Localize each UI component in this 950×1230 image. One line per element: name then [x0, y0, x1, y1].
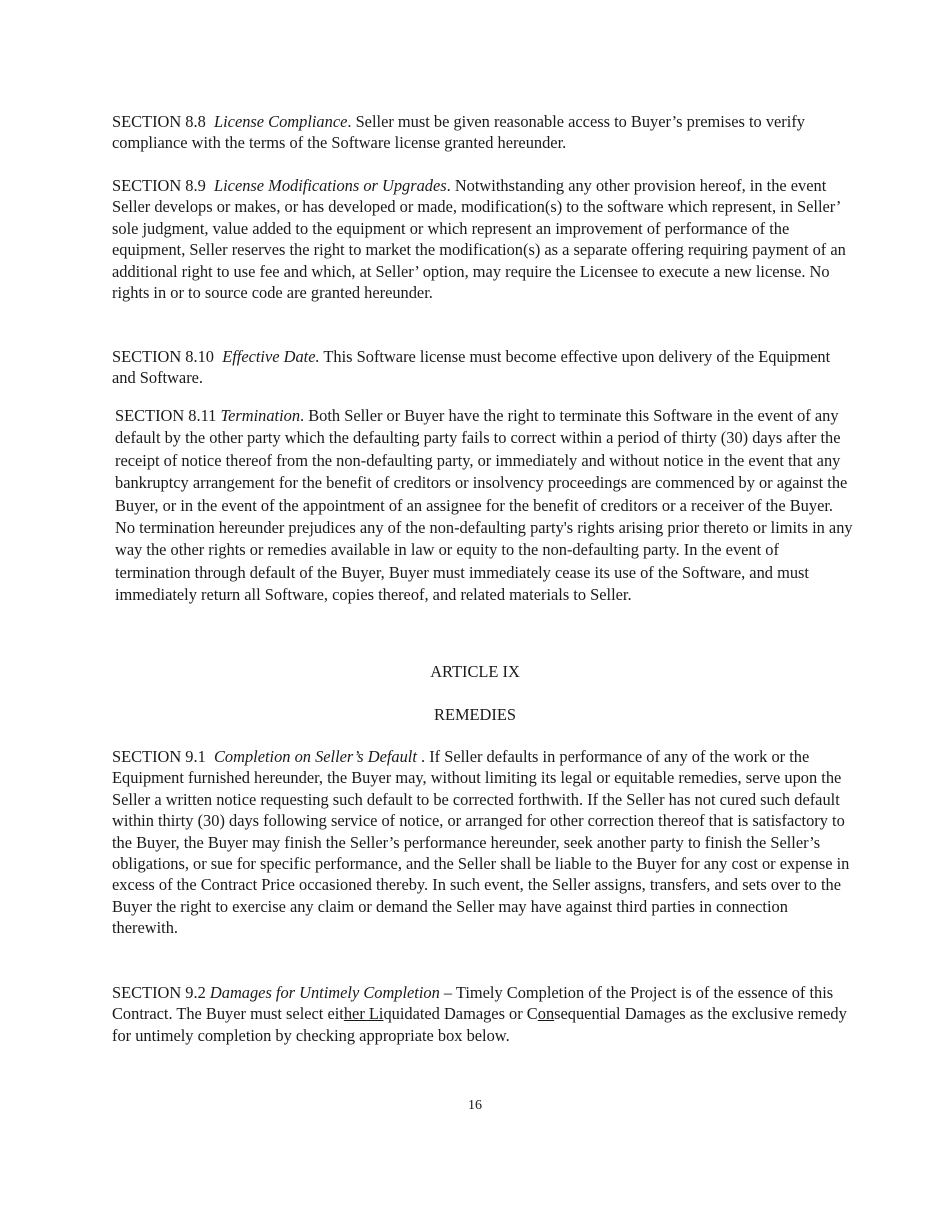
section-9-2 — [112, 982, 857, 1046]
article-name: REMEDIES — [434, 705, 516, 724]
section-title: License Modifications or Upgrades — [214, 176, 447, 195]
section-number: SECTION 8.9 — [112, 176, 206, 195]
underlined-text: on — [537, 1004, 555, 1024]
section-9-1 — [112, 746, 857, 939]
section-number: SECTION 9.2 — [112, 983, 206, 1002]
section-number: SECTION 8.8 — [112, 112, 206, 131]
section-number: SECTION 8.11 — [115, 406, 217, 425]
section-text: sequential Damages as the exclusive remedy for untimely completion by checking appropriate box below. — [112, 1004, 847, 1045]
section-title: Damages for Untimely Completion — [209, 983, 440, 1002]
article-number: ARTICLE IX — [430, 662, 520, 681]
section-number: SECTION 9.1 — [112, 747, 206, 766]
section-text: – Timely Completion of the Project is of the essence of this Contract. The Buyer must select eit — [112, 983, 834, 1024]
section-text: . If Seller defaults in performance of any of the work or the Equipment furnished hereunder, the Buyer may, without limiting its legal or equitable remedies, serve upon the Seller a written notice requesting such default to be corrected forthwith. If the Seller has not cured such default within thirty (30) days following service of notice, or arranged for other correction thereof that is satisfactory to the Buyer, the Buyer may finish the Seller’s performance hereunder, seek another party to finish the Seller’s obligations, or sue for specific performance, and the Seller shall be liable to the Buyer for any cost or expense in excess of the Contract Price occasioned thereby. In such event, the Seller assigns, transfers, and sets over to the Buyer the right to exercise any claim or demand the Seller may have against third parties in connection therewith. — [112, 747, 850, 938]
section-text: quidated Damages or C — [383, 1004, 538, 1024]
section-text: . Both Seller or Buyer have the right to terminate this Software in the event of any default by the other party which the defaulting party fails to correct within a period of thirty (30) days after the receipt of notice thereof from the non-defaulting party, or immediately and without notice in the event that any bankruptcy arrangement for the benefit of creditors or insolvency proceedings are commenced by or against the Buyer, or in the event of the appointment of an assignee for the benefit of creditors or a receiver of the Buyer. No termination hereunder prejudices any of the non-defaulting party's rights arising prior thereto or limits in any way the other rights or remedies available in law or equity to the non-defaulting party. In the event of termination through default of the Buyer, Buyer must immediately cease its use of the Software, and must immediately return all Software, copies thereof, and related materials to Seller. — [115, 406, 853, 605]
section-number: SECTION 8.10 — [112, 347, 214, 366]
section-title: License Compliance — [214, 112, 348, 131]
section-title: Effective Date. — [222, 347, 320, 366]
section-8-10 — [112, 346, 857, 389]
section-8-8 — [112, 111, 857, 154]
section-title: Completion on Seller’s Default — [214, 747, 417, 766]
page-number: 16 — [468, 1098, 482, 1113]
section-text: . Seller must be given reasonable access to Buyer’s premises to verify compliance with the terms of the Software license granted hereunder. — [112, 112, 805, 153]
section-title: Termination — [220, 406, 301, 425]
section-text: This Software license must become effective upon delivery of the Equipment and Software. — [112, 347, 831, 388]
section-8-9 — [112, 175, 862, 303]
section-text: . Notwithstanding any other provision hereof, in the event Seller develops or makes, or has developed or made, modification(s) to the software which represent, in Seller’ sole judgment, value added to the equipment or which represent an improvement of performance of the equipment, Seller reserves the right to market the modification(s) as a separate offering requiring payment of an additional right to use fee and which, at Seller’ option, may require the Licensee to execute a new license. No rights in or to source code are granted hereunder. — [112, 176, 846, 303]
underlined-text: her Li — [343, 1004, 384, 1024]
section-8-11 — [115, 405, 855, 607]
